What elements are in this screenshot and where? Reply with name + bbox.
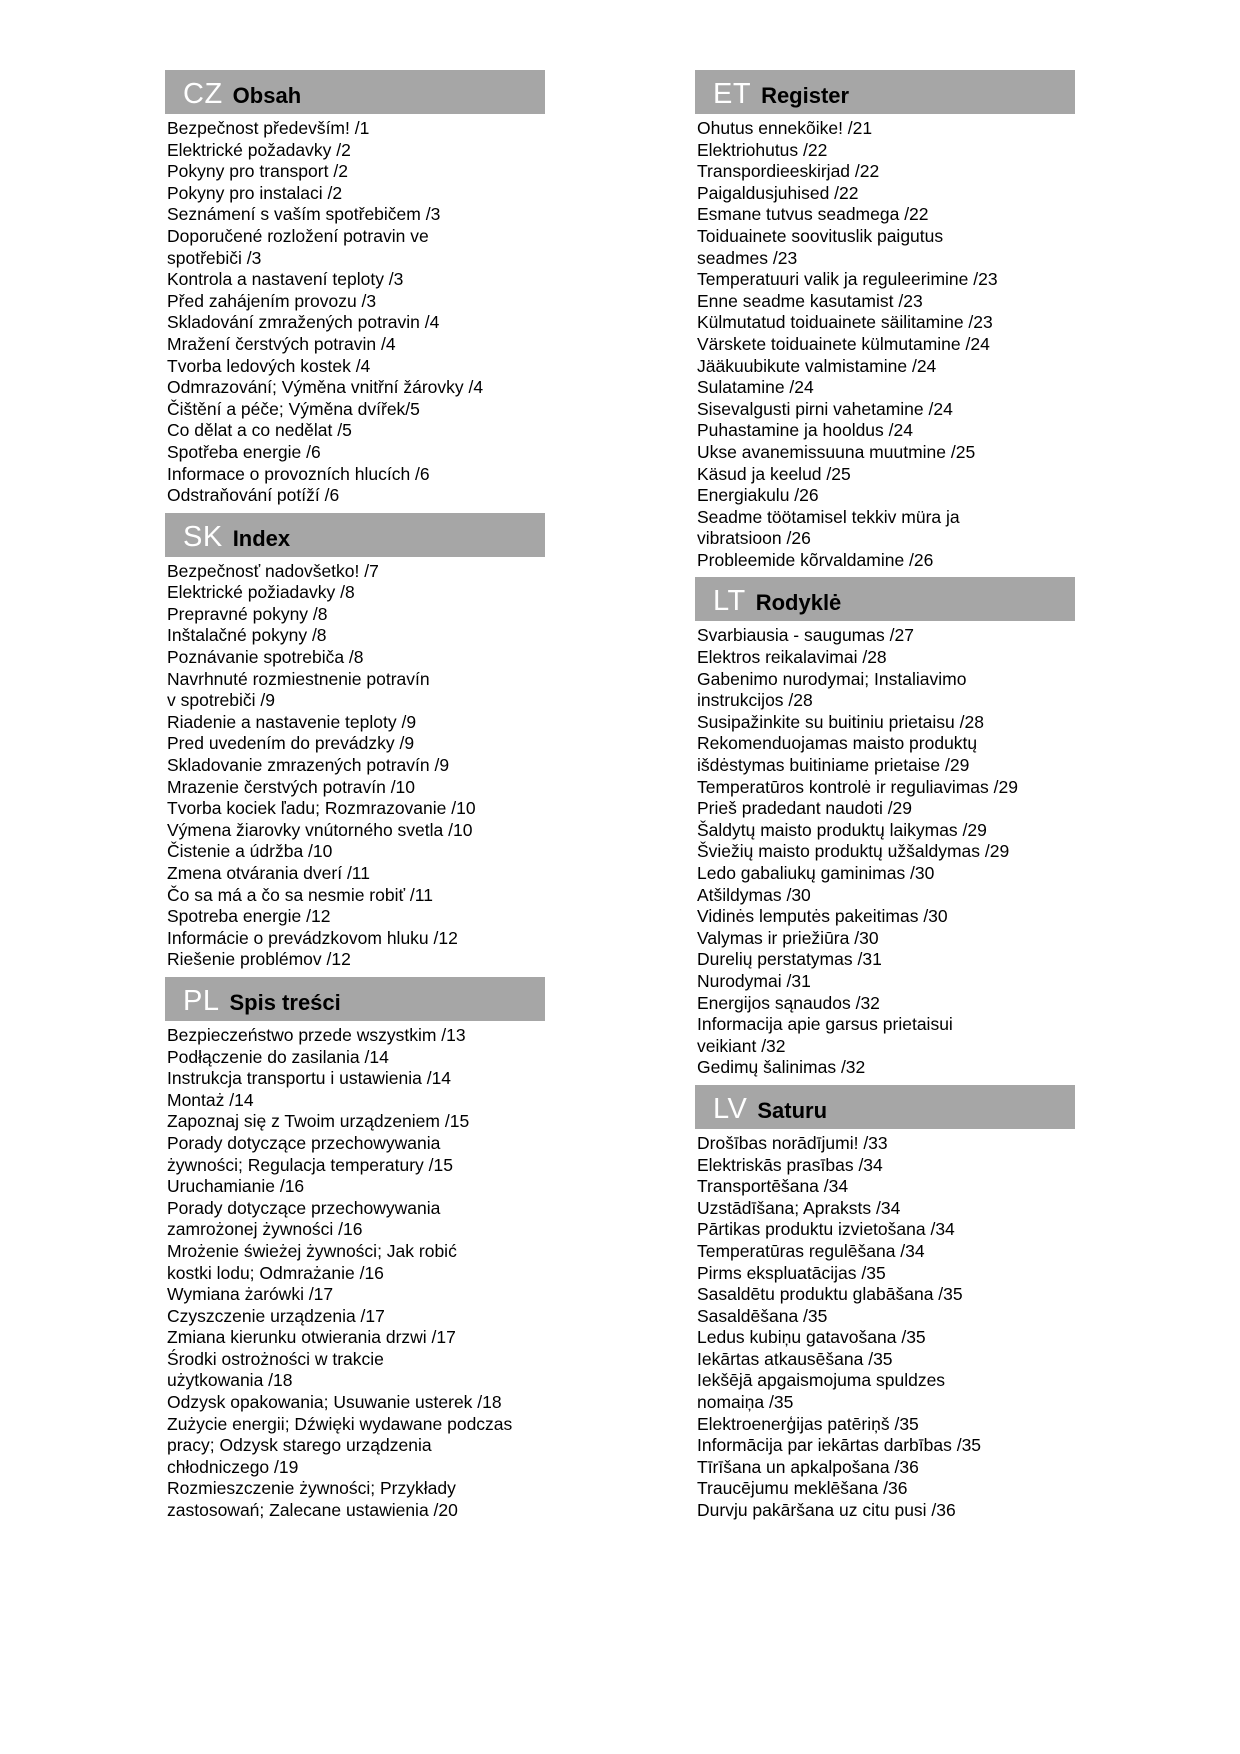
- toc-entry: Svarbiausia - saugumas /27: [697, 625, 914, 646]
- section-header: [695, 70, 1075, 114]
- toc-entry: Mražení čerstvých potravin /4: [167, 333, 396, 354]
- toc-entry: Energiakulu /26: [697, 485, 819, 506]
- toc-entry: Gedimų šalinimas /32: [697, 1057, 866, 1078]
- toc-entry: Durvju pakāršana uz citu pusi /36: [697, 1500, 956, 1521]
- toc-entry: Seznámení s vaším spotřebičem /3: [167, 204, 441, 225]
- toc-entry: Zmena otvárania dverí /11: [167, 863, 370, 883]
- toc-entry: Sasaldēšana /35: [697, 1305, 828, 1326]
- toc-entry: Pokyny pro instalaci /2: [167, 182, 343, 203]
- toc-entry: Temperatūros kontrolė ir reguliavimas /29: [697, 776, 1018, 797]
- toc-entry: Tīrīšana un apkalpošana /36: [697, 1456, 919, 1477]
- toc-entry: Šviežių maisto produktų užšaldymas /29: [697, 841, 1010, 862]
- toc-entry: Külmutatud toiduainete säilitamine /23: [697, 312, 993, 333]
- toc-entry: Pārtikas produktu izvietošana /34: [697, 1219, 955, 1240]
- toc-entry: Värskete toiduainete külmutamine /24: [697, 333, 990, 354]
- section-cz: [165, 70, 545, 507]
- toc-entry: Jääkuubikute valmistamine /24: [697, 355, 937, 376]
- section-lt: [695, 577, 1075, 1078]
- section-sk: [165, 513, 545, 971]
- toc-entry: Esmane tutvus seadmega /22: [697, 204, 929, 225]
- toc-list: [695, 1129, 1075, 1522]
- section-header: [695, 577, 1075, 621]
- right-column: [695, 70, 1075, 1528]
- toc-entry: Czyszczenie urządzenia /17: [167, 1305, 385, 1326]
- toc-entry: Spotreba energie /12: [167, 906, 331, 927]
- toc-entry: Informace o provozních hlucích /6: [167, 463, 430, 484]
- toc-entry: Elektrické požadavky /2: [167, 139, 351, 160]
- toc-entry: Skladování zmražených potravin /4: [167, 312, 440, 333]
- toc-entry: Riešenie problémov /12: [167, 949, 351, 970]
- toc-entry: Montaż /14: [167, 1089, 254, 1110]
- toc-entry: Durelių perstatymas /31: [697, 949, 882, 970]
- toc-entry: Gabenimo nurodymai; Instaliavimo instrukcijos /28: [697, 668, 967, 711]
- toc-entry: Odzysk opakowania; Usuwanie usterek /18: [167, 1392, 502, 1413]
- toc-entry: Puhastamine ja hooldus /24: [697, 420, 913, 441]
- toc-entry: Prieš pradedant naudoti /29: [697, 798, 913, 819]
- toc-entry: Probleemide kõrvaldamine /26: [697, 549, 934, 570]
- toc-entry: Toiduainete soovituslik paigutus seadmes /23: [697, 225, 944, 268]
- toc-entry: Nurodymai /31: [697, 970, 811, 991]
- toc-entry: Uzstādīšana; Apraksts /34: [697, 1197, 901, 1218]
- toc-entry: Kontrola a nastavení teploty /3: [167, 269, 404, 290]
- toc-entry: Podłączenie do zasilania /14: [167, 1046, 389, 1067]
- toc-entry: Pred uvedením do prevádzky /9: [167, 733, 415, 754]
- section-header: [165, 977, 545, 1021]
- toc-entry: Temperatūras regulēšana /34: [697, 1240, 925, 1261]
- toc-entry: Před zahájením provozu /3: [167, 290, 377, 311]
- toc-entry: Sasaldētu produktu glabāšana /35: [697, 1284, 963, 1305]
- toc-entry: Riadenie a nastavenie teploty /9: [167, 711, 417, 732]
- toc-entry: Čištění a péče; Výměna dvířek/5: [167, 398, 420, 419]
- toc-entry: Susipažinkite su buitiniu prietaisu /28: [697, 711, 984, 732]
- toc-entry: Porady dotyczące przechowywania żywności; Regulacja temperatury /15: [167, 1132, 453, 1175]
- toc-entry: Inštalačné pokyny /8: [167, 625, 327, 646]
- toc-entry: Porady dotyczące przechowywania zamrożonej żywności /16: [167, 1197, 441, 1240]
- section-header: [695, 1085, 1075, 1129]
- toc-entry: Bezpečnosť nadovšetko! /7: [167, 560, 379, 581]
- toc-entry: Zużycie energii; Dźwięki wydawane podczas pracy; Odzysk starego urządzenia chłodniczego /19: [167, 1413, 513, 1477]
- toc-entry: Enne seadme kasutamist /23: [697, 290, 923, 311]
- toc-entry: Odstraňování potíží /6: [167, 485, 340, 506]
- toc-list: [165, 557, 545, 971]
- language-code: CZ: [183, 78, 223, 110]
- toc-entry: Informácie o prevádzkovom hluku /12: [167, 927, 458, 948]
- section-title: Rodyklė: [755, 590, 842, 616]
- toc-list: [695, 114, 1075, 571]
- toc-entry: Instrukcja transportu i ustawienia /14: [167, 1068, 452, 1089]
- toc-entry: Sisevalgusti pirni vahetamine /24: [697, 398, 953, 419]
- language-code: PL: [183, 984, 220, 1017]
- toc-entry: Pirms ekspluatācijas /35: [697, 1262, 886, 1283]
- toc-entry: Ukse avanemissuuna muutmine /25: [697, 441, 976, 462]
- section-pl: [165, 977, 545, 1522]
- toc-entry: Zmiana kierunku otwierania drzwi /17: [167, 1327, 456, 1348]
- language-code: ET: [713, 78, 752, 110]
- section-title: Saturu: [757, 1097, 828, 1123]
- toc-entry: Tvorba kociek ľadu; Rozmrazovanie /10: [167, 798, 476, 819]
- toc-entry: Ledus kubiņu gatavošana /35: [697, 1327, 926, 1348]
- language-code: LV: [713, 1092, 748, 1125]
- toc-entry: Výmena žiarovky vnútorného svetla /10: [167, 819, 473, 840]
- toc-entry: Rekomenduojamas maisto produktų išdėstymas buitiniame prietaise /29: [697, 733, 978, 776]
- toc-entry: Elektrické požiadavky /8: [167, 582, 355, 603]
- toc-entry: Ohutus ennekõike! /21: [697, 118, 873, 138]
- toc-entry: Doporučené rozložení potravin ve spotřebiči /3: [167, 225, 429, 268]
- toc-entry: Elektriskās prasības /34: [697, 1154, 883, 1175]
- toc-entry: Pokyny pro transport /2: [167, 161, 348, 182]
- toc-entry: Mrożenie świeżej żywności; Jak robić kostki lodu; Odmrażanie /16: [167, 1240, 457, 1283]
- toc-entry: Bezpieczeństwo przede wszystkim /13: [167, 1024, 466, 1045]
- toc-entry: Čistenie a údržba /10: [167, 841, 333, 862]
- toc-entry: Iekārtas atkausēšana /35: [697, 1348, 893, 1369]
- section-header: [165, 70, 545, 114]
- toc-entry: Tvorba ledových kostek /4: [167, 355, 371, 376]
- toc-entry: Atšildymas /30: [697, 884, 811, 905]
- toc-entry: Traucējumu meklēšana /36: [697, 1478, 908, 1499]
- toc-entry: Poznávanie spotrebiča /8: [167, 647, 364, 668]
- language-code: SK: [183, 520, 223, 553]
- toc-entry: Transportēšana /34: [697, 1176, 849, 1197]
- section-title: Obsah: [232, 83, 302, 108]
- section-et: [695, 70, 1075, 571]
- toc-entry: Drošības norādījumi! /33: [697, 1132, 888, 1153]
- toc-entry: Bezpečnost především! /1: [167, 118, 370, 138]
- toc-entry: Uruchamianie /16: [167, 1176, 305, 1197]
- toc-entry: Środki ostrożności w trakcie użytkowania /18: [167, 1348, 384, 1391]
- toc-entry: Seadme töötamisel tekkiv müra ja vibratsioon /26: [697, 506, 960, 549]
- toc-entry: Valymas ir priežiūra /30: [697, 927, 879, 948]
- toc-entry: Odmrazování; Výměna vnitřní žárovky /4: [167, 377, 484, 398]
- toc-entry: Prepravné pokyny /8: [167, 603, 328, 624]
- toc-entry: Mrazenie čerstvých potravín /10: [167, 776, 416, 797]
- section-title: Spis treści: [229, 989, 341, 1015]
- toc-entry: Rozmieszczenie żywności; Przykłady zastosowań; Zalecane ustawienia /20: [167, 1478, 458, 1521]
- section-title: Register: [761, 83, 850, 108]
- toc-entry: Vidinės lemputės pakeitimas /30: [697, 906, 948, 927]
- toc-entry: Čo sa má a čo sa nesmie robiť /11: [167, 884, 433, 905]
- toc-entry: Šaldytų maisto produktų laikymas /29: [697, 819, 987, 840]
- toc-list: [165, 1021, 545, 1522]
- toc-entry: Informācija par iekārtas darbības /35: [697, 1435, 982, 1456]
- toc-list: [165, 114, 545, 507]
- language-code: LT: [713, 585, 746, 618]
- left-column: [165, 70, 545, 1528]
- toc-entry: Informacija apie garsus prietaisui veikiant /32: [697, 1014, 953, 1056]
- toc-entry: Spotřeba energie /6: [167, 441, 321, 462]
- toc-entry: Elektros reikalavimai /28: [697, 647, 887, 668]
- toc-list: [695, 621, 1075, 1078]
- section-header: [165, 513, 545, 557]
- toc-entry: Co dělat a co nedělat /5: [167, 420, 352, 441]
- toc-entry: Iekšējā apgaismojuma spuldzes nomaiņa /35: [697, 1370, 946, 1413]
- section-lv: [695, 1085, 1075, 1522]
- toc-entry: Sulatamine /24: [697, 377, 814, 398]
- toc-entry: Energijos sąnaudos /32: [697, 992, 880, 1013]
- section-title: Index: [232, 525, 291, 551]
- toc-entry: Elektroenerģijas patēriņš /35: [697, 1413, 919, 1434]
- toc-entry: Navrhnuté rozmiestnenie potravín v spotrebiči /9: [167, 668, 430, 711]
- toc-entry: Zapoznaj się z Twoim urządzeniem /15: [167, 1111, 470, 1132]
- toc-entry: Ledo gabaliukų gaminimas /30: [697, 863, 935, 883]
- toc-entry: Wymiana żarówki /17: [167, 1284, 334, 1305]
- toc-entry: Transpordieeskirjad /22: [697, 161, 880, 182]
- toc-entry: Temperatuuri valik ja reguleerimine /23: [697, 269, 998, 290]
- toc-entry: Elektriohutus /22: [697, 139, 828, 160]
- toc-entry: Käsud ja keelud /25: [697, 463, 851, 484]
- toc-entry: Paigaldusjuhised /22: [697, 182, 859, 203]
- toc-entry: Skladovanie zmrazených potravín /9: [167, 755, 450, 776]
